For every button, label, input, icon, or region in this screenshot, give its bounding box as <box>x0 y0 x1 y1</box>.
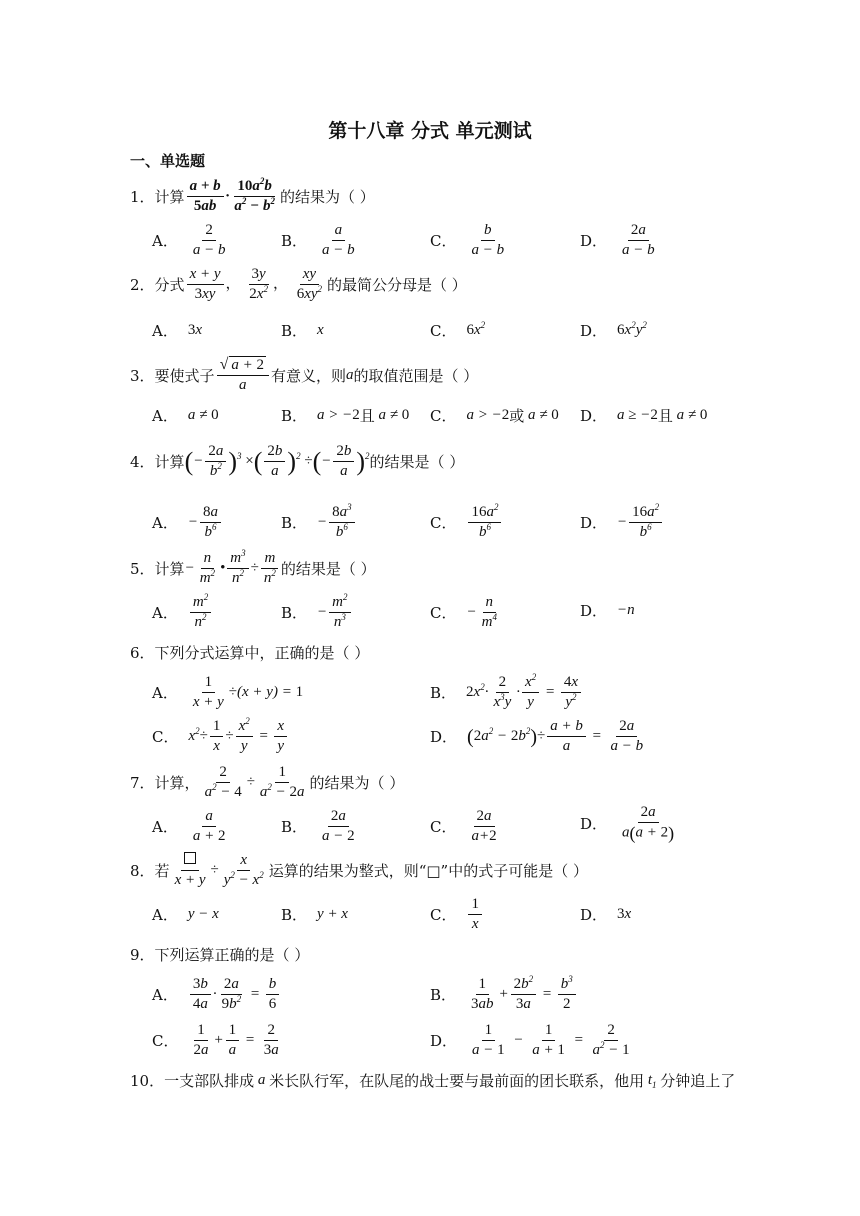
q7-option-d[interactable]: D． $\frac{2a}{a(a + 2)}$ <box>580 804 675 844</box>
question-1: 1． 计算 $\frac{a + b}{5ab}$ · $\frac{10a^2b}{a^2 - b^2}$ 的结果为（ ） <box>130 176 375 215</box>
q4-option-c[interactable]: C． $\frac{16a^2}{b^6}$ <box>430 504 503 542</box>
q6-option-c[interactable]: C． $x^2\div$ $\frac{1}{x}$ ÷ $\frac{x^2}{y}$ = $\frac{x}{y}$ <box>152 718 289 756</box>
q2-option-a[interactable]: A． 3x <box>152 322 203 340</box>
q1-expression: $\frac{a + b}{5ab}$ · $\frac{10a^2b}{a^2 - b^2}$ <box>185 178 280 216</box>
q2-option-d[interactable]: D． $6x^2y^2$ <box>580 320 647 340</box>
q5-expression: − $\frac{n}{m^2}$ • $\frac{m^3}{n^2}$ ÷ $\frac{m}{n^2}$ <box>185 550 281 588</box>
q8-option-d[interactable]: D． 3x <box>580 906 632 924</box>
q7-option-b[interactable]: B． $\frac{2a}{a - 2}$ <box>281 808 355 845</box>
q3-expression: $\frac{√ a + 2}{a}$ <box>217 356 269 395</box>
q5-option-d[interactable]: D． −n <box>580 602 635 620</box>
q4-option-d[interactable]: D． − $\frac{16a^2}{b^6}$ <box>580 504 664 542</box>
q6-option-b[interactable]: B． $2x^2\cdot$ $\frac{2}{x^3y}$ · $\frac{x^2}{y}$ = $\frac{4x}{y^2}$ <box>430 674 583 712</box>
question-4: 4． 计算 (− $\frac{2a}{b^2}$ )$^3$ ×( $\frac{2b}{a}$ )$^2$ ÷(− $\frac{2b}{a}$ )$^2$ 的结果是（ ） <box>130 443 465 480</box>
q8-expression: x + y ÷ $\frac{x}{y^2 - x^2}$ <box>174 852 264 889</box>
page-title: 第十八章 分式 单元测试 <box>328 120 532 142</box>
q9-option-b[interactable]: B． $\frac{1}{3ab}$ + $\frac{2b^2}{3a}$ = $\frac{b^3}{2}$ <box>430 976 578 1014</box>
q4-option-a[interactable]: A． − $\frac{8a}{b^6}$ <box>152 504 223 542</box>
q1-option-a[interactable]: A． $\frac{2}{a - b}$ <box>152 222 226 259</box>
q7-option-c[interactable]: C． $\frac{2a}{a+2}$ <box>430 808 497 845</box>
q8-option-c[interactable]: C． $\frac{1}{x}$ <box>430 896 484 934</box>
blank-square-icon <box>184 852 196 864</box>
question-8: 8． 若 x + y ÷ $\frac{x}{y^2 - x^2}$ 运算的结果为整式，则“□”中的式子可能是（ ） <box>130 852 588 889</box>
q3-option-b[interactable]: B． a > −2 且 a ≠ 0 <box>281 407 410 425</box>
q1-option-c[interactable]: C． $\frac{b}{a - b}$ <box>430 222 505 259</box>
q1-option-d[interactable]: D． $\frac{2a}{a - b}$ <box>580 222 655 259</box>
question-2: 2． 分式 $\frac{x + y}{3xy}$ ， $\frac{3y}{2x^2}$ ， $\frac{xy}{6xy^2}$ 的最简公分母是（ ） <box>130 266 467 303</box>
q9-option-a[interactable]: A． $\frac{3b}{4a}$ · $\frac{2a}{9b^2}$ = $\frac{b}{6}$ <box>152 976 281 1014</box>
q7-option-a[interactable]: A． $\frac{a}{a + 2}$ <box>152 808 226 845</box>
q2-option-c[interactable]: C． $6x^2$ <box>430 320 486 340</box>
q3-option-d[interactable]: D． a ≥ −2 且 a ≠ 0 <box>580 407 708 425</box>
q6-option-d[interactable]: D． $(2a^2 - 2b^2)\div$ $\frac{a + b}{a}$ = $\frac{2a}{a - b}$ <box>430 718 644 755</box>
section-heading: 一、单选题 <box>130 152 206 170</box>
q8-option-a[interactable]: A． y − x <box>152 906 219 924</box>
q4-option-b[interactable]: B． − $\frac{8a^3}{b^6}$ <box>281 504 357 542</box>
q2-option-b[interactable]: B． x <box>281 322 324 340</box>
q6-option-a[interactable]: A． $\frac{1}{x + y}$ ÷(x + y) = 1 <box>152 674 304 711</box>
question-9: 9． 下列运算正确的是（ ） <box>130 946 310 964</box>
q7-expression: $\frac{2}{a^2 - 4}$ ÷ $\frac{1}{a^2 - 2a}$ <box>204 764 305 801</box>
question-6: 6． 下列分式运算中，正确的是（ ） <box>130 644 370 662</box>
q4-expression: (− $\frac{2a}{b^2}$ )$^3$ ×( $\frac{2b}{a}$ )$^2$ ÷(− $\frac{2b}{a}$ )$^2$ <box>184 443 370 480</box>
q3-option-c[interactable]: C． a > −2 或 a ≠ 0 <box>430 407 559 425</box>
question-10: 10． 一支部队排成 a 米长队行军，在队尾的战士要与最前面的团长联系，他用 $t_1$ 分钟追上了 <box>130 1072 736 1090</box>
q2-expression: $\frac{x + y}{3xy}$ ， $\frac{3y}{2x^2}$ ， $\frac{xy}{6xy^2}$ <box>185 266 327 304</box>
q5-option-a[interactable]: A． $\frac{m^2}{n^2}$ <box>152 594 213 632</box>
q3-option-a[interactable]: A． a ≠ 0 <box>152 407 219 425</box>
q5-option-c[interactable]: C． − $\frac{n}{m^4}$ <box>430 594 497 631</box>
q9-option-d[interactable]: D． $\frac{1}{a - 1}$ − $\frac{1}{a + 1}$ = $\frac{2}{a^2 - 1}$ <box>430 1022 630 1059</box>
question-5: 5． 计算 − $\frac{n}{m^2}$ • $\frac{m^3}{n^2}$ ÷ $\frac{m}{n^2}$ 的结果是（ ） <box>130 548 376 587</box>
q5-option-b[interactable]: B． − $\frac{m^2}{n^3}$ <box>281 594 353 632</box>
question-7: 7． 计算， $\frac{2}{a^2 - 4}$ ÷ $\frac{1}{a^2 - 2a}$ 的结果为（ ） <box>130 764 405 801</box>
q1-option-b[interactable]: B． $\frac{a}{a - b}$ <box>281 222 355 259</box>
q8-option-b[interactable]: B． y + x <box>281 906 348 924</box>
question-3: 3． 要使式子 $\frac{√ a + 2}{a}$ 有意义，则 a 的取值范围是（ ） <box>130 356 479 394</box>
q9-option-c[interactable]: C． $\frac{1}{2a}$ + $\frac{1}{a}$ = $\frac{2}{3a}$ <box>152 1022 279 1059</box>
